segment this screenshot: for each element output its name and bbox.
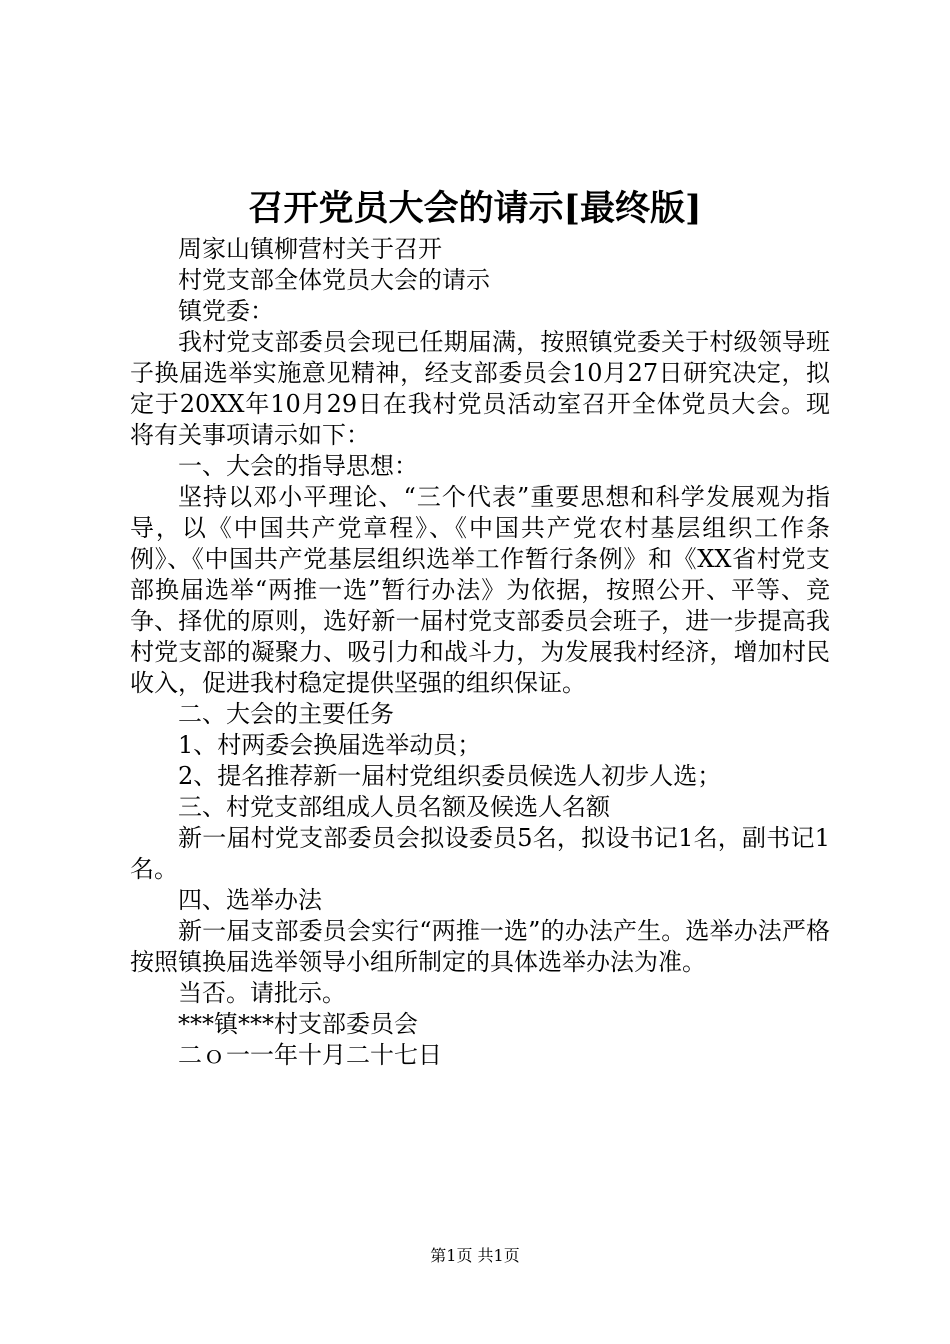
task-item-2: 2、提名推荐新一届村党组织委员候选人初步人选； — [178, 762, 722, 790]
quota-paragraph: 新一届村党支部委员会拟设委员5名，拟设书记1名，副书记1名。 — [130, 824, 830, 883]
election-method-paragraph: 新一届支部委员会实行“两推一选”的办法产生。选举办法严格按照镇换届选举领导小组所制定的具体选举办法为准。 — [130, 917, 830, 976]
document-title: 召开党员大会的请示[最终版] — [248, 188, 702, 229]
section-heading-1: 一、大会的指导思想： — [178, 452, 418, 480]
section-heading-3: 三、村党支部组成人员名额及候选人名额 — [178, 793, 610, 821]
document-body — [130, 234, 830, 1071]
addressee: 镇党委： — [178, 297, 274, 325]
heading-line-1: 周家山镇柳营村关于召开 — [178, 235, 442, 263]
signature-date: 二ｏ一一年十月二十七日 — [178, 1041, 442, 1069]
section-heading-4: 四、选举办法 — [178, 886, 322, 914]
section-heading-2: 二、大会的主要任务 — [178, 700, 394, 728]
closing-request: 当否。请批示。 — [178, 979, 346, 1007]
guiding-thought-paragraph: 坚持以邓小平理论、“三个代表”重要思想和科学发展观为指导，以《中国共产党章程》、《中国共产党农村基层组织工作条例》、《中国共产党基层组织选举工作暂行条例》和《XX省村党支部换届选举“两推一选”暂行办法》为依据，按照公开、平等、竞争、择优的原则，选好新一届村党支部委员会班子，进一步提高我村党支部的凝聚力、吸引力和战斗力，为发展我村经济，增加村民收入，促进我村稳定提供坚强的组织保证。 — [130, 483, 830, 697]
page-footer: 第1页 共1页 — [430, 1246, 520, 1265]
signature-organization: ***镇***村支部委员会 — [178, 1010, 418, 1038]
intro-paragraph: 我村党支部委员会现已任期届满，按照镇党委关于村级领导班子换届选举实施意见精神，经支部委员会10月27日研究决定，拟定于20XX年10月29日在我村党员活动室召开全体党员大会。现将有关事项请示如下： — [130, 328, 830, 449]
task-item-1: 1、村两委会换届选举动员； — [178, 731, 482, 759]
heading-line-2: 村党支部全体党员大会的请示 — [178, 266, 490, 294]
